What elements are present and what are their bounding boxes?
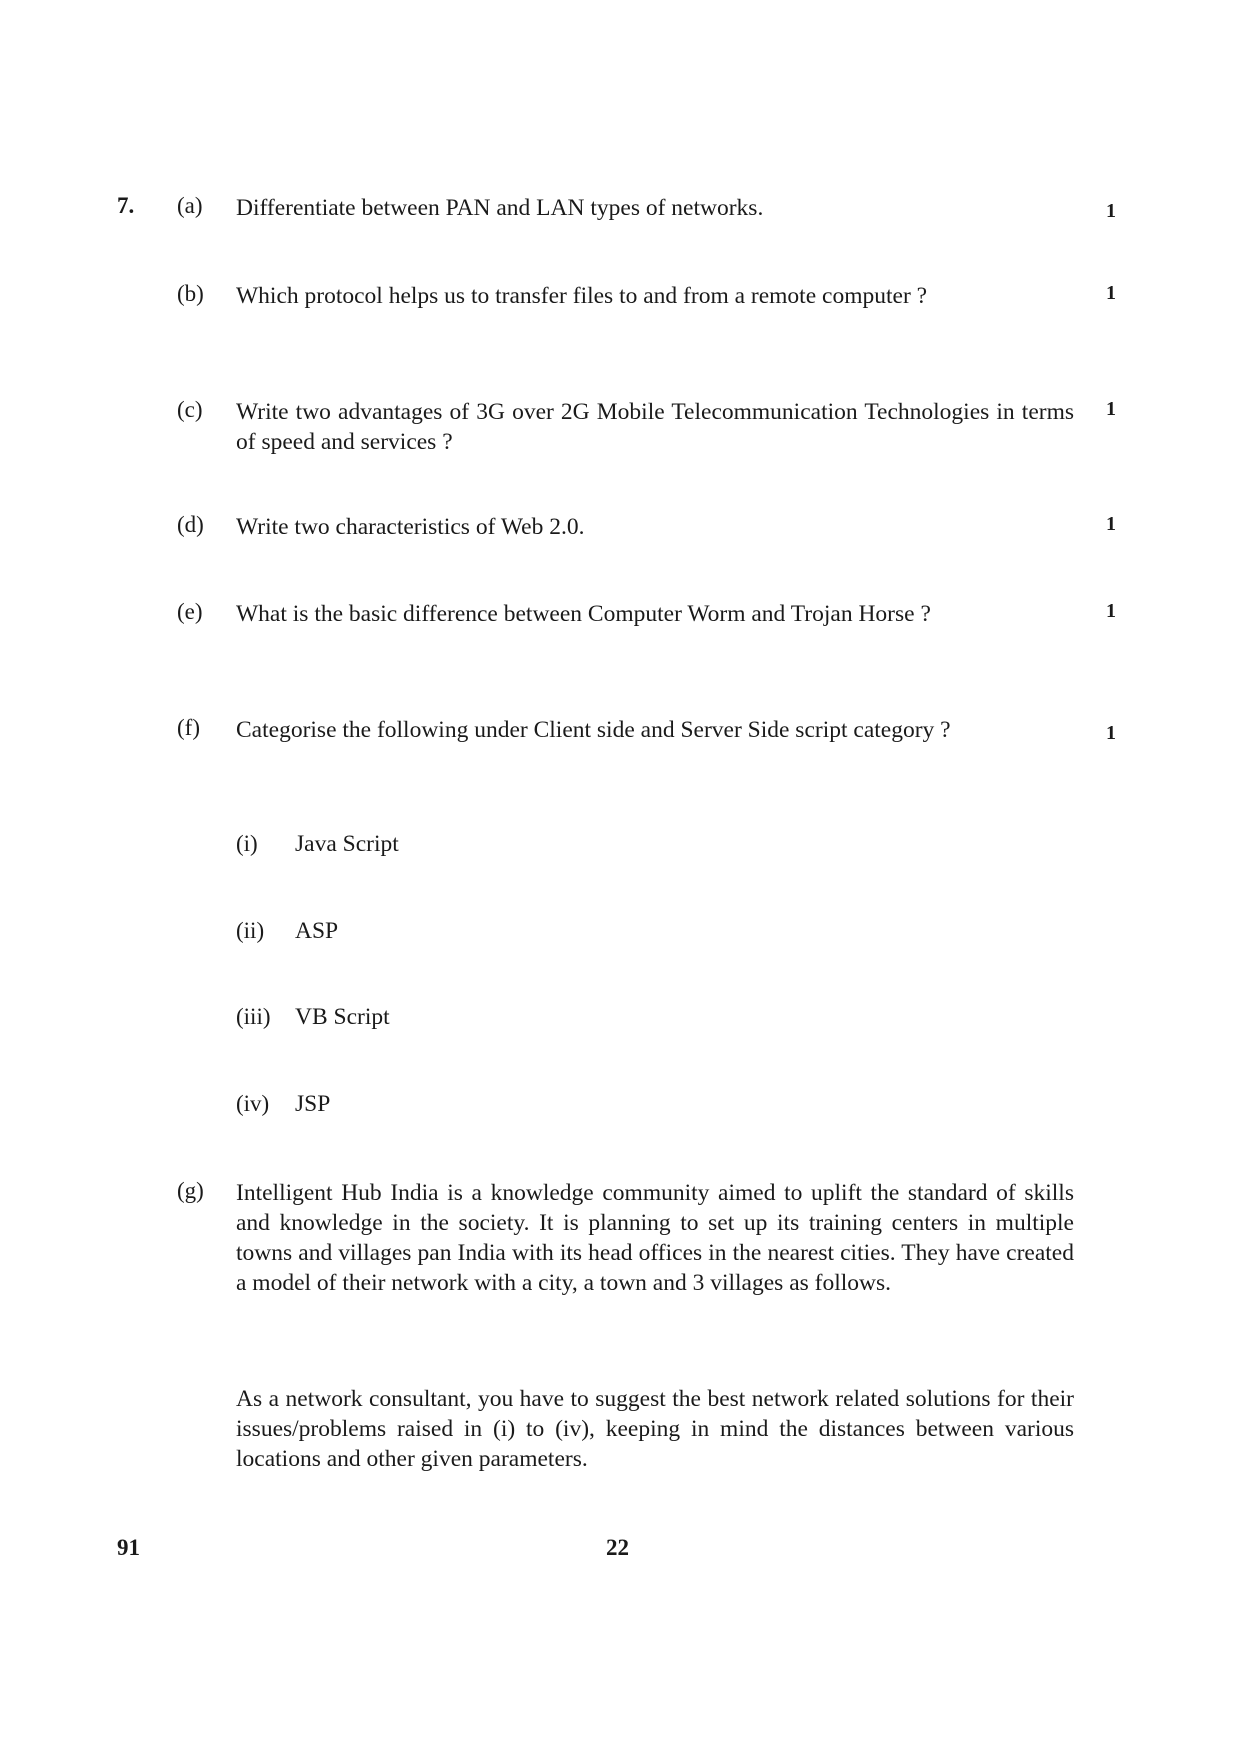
consultant-paragraph: As a network consultant, you have to suggest the best network related solutions for their issues/problems raised in (i) to (iv), keeping in mind the distances between various locations and other given parameters. [236,1386,1074,1472]
sub-item-iv-text: JSP [295,1091,331,1117]
part-f-label: (f) [177,715,200,740]
part-d-marks: 1 [1106,513,1116,535]
sub-item-i-text: Java Script [295,831,399,857]
question-number: 7. [117,193,135,218]
part-c-marks: 1 [1106,398,1116,420]
part-b-marks: 1 [1106,282,1116,304]
part-d-text: Write two characteristics of Web 2.0. [236,514,585,540]
part-e-marks: 1 [1106,600,1116,622]
part-a-text: Differentiate between PAN and LAN types of networks. [236,195,764,221]
part-a-label: (a) [177,193,203,218]
part-c-label: (c) [177,397,203,422]
part-b-label: (b) [177,281,204,306]
part-g-label: (g) [177,1178,204,1203]
sub-item-ii-text: ASP [295,918,339,944]
page-number: 22 [606,1535,629,1560]
part-a-marks: 1 [1106,200,1116,222]
paper-code: 91 [117,1535,140,1560]
part-f-text: Categorise the following under Client side and Server Side script category ? [236,717,951,743]
part-d-label: (d) [177,512,204,537]
part-b-text: Which protocol helps us to transfer files to and from a remote computer ? [236,283,928,309]
part-e-text: What is the basic difference between Computer Worm and Trojan Horse ? [236,601,931,627]
part-c-text: Write two advantages of 3G over 2G Mobile Telecommunication Technologies in terms of speed and services ? [236,399,1074,455]
part-g-text: Intelligent Hub India is a knowledge community aimed to uplift the standard of skills and knowledge in the society. It is planning to set up its training centers in multiple towns and villages pan India with its head offices in the nearest cities. They have created a model of their network with a city, a town and 3 villages as follows. [236,1180,1074,1296]
sub-item-iii-label: (iii) [236,1004,271,1029]
part-e-label: (e) [177,599,203,624]
part-f-marks: 1 [1106,722,1116,744]
sub-item-iv-label: (iv) [236,1091,270,1116]
sub-item-ii-label: (ii) [236,918,265,943]
sub-item-i-label: (i) [236,831,258,856]
sub-item-iii-text: VB Script [295,1004,390,1030]
